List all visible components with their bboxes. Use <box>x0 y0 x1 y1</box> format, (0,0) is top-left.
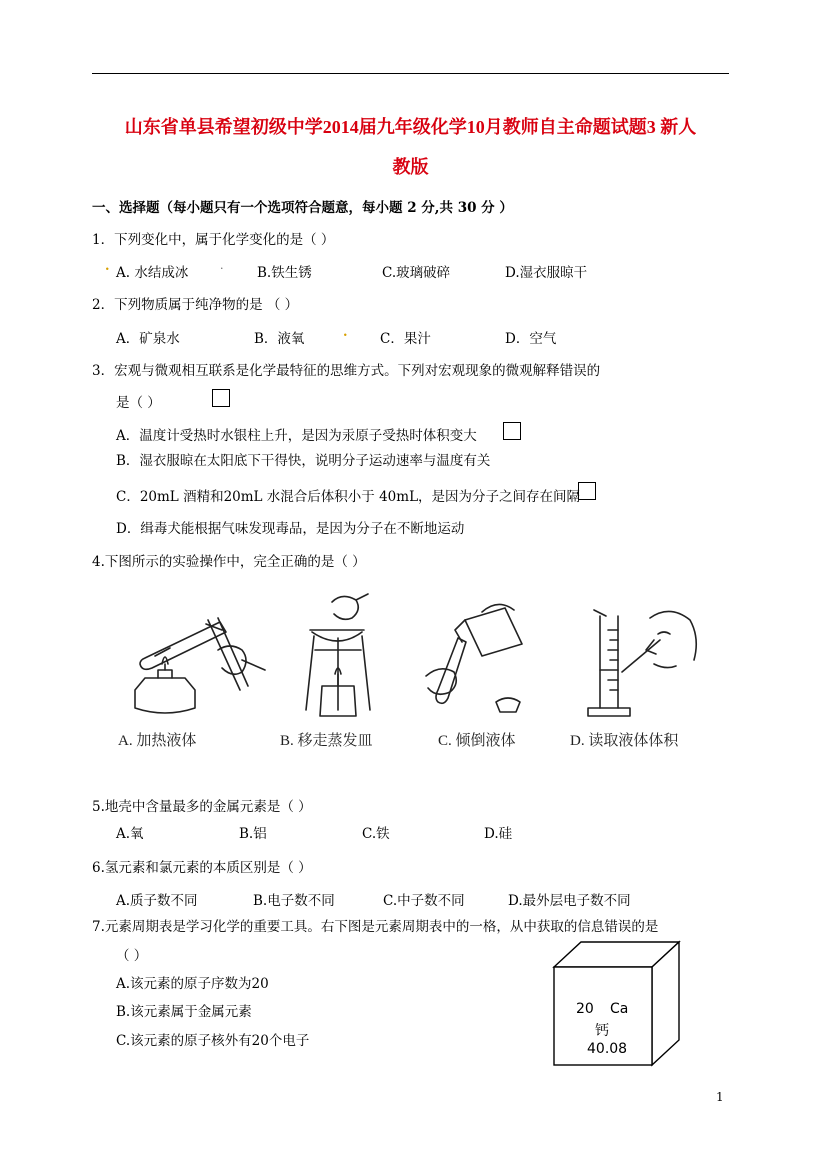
answer-box <box>212 389 230 407</box>
hand-figure-b <box>332 594 368 619</box>
q2-option-c: C．果汁 <box>380 331 431 347</box>
q1-option-c: C.玻璃破碎 <box>382 265 451 281</box>
q7-stem: 7.元素周期表是学习化学的重要工具。右下图是元素周期表中的一格，从中获取的信息错误的是 <box>92 919 659 935</box>
figure-caption-a: A. 加热液体 <box>118 733 197 749</box>
q5-stem: 5.地壳中含量最多的金属元素是（ ） <box>92 799 312 815</box>
q1-option-a: A. 水结成冰 <box>116 265 189 281</box>
q4-stem: 4.下图所示的实验操作中，完全正确的是（ ） <box>92 554 366 570</box>
q6-option-b: B.电子数不同 <box>253 893 335 909</box>
paper-title-line1: 山东省单县希望初级中学2014届九年级化学10月教师自主命题试题3 新人 <box>124 117 697 137</box>
q1-marker-dot-2: . <box>220 259 224 272</box>
q7-option-b: B.该元素属于金属元素 <box>116 1004 252 1020</box>
figure-caption-b: B. 移走蒸发皿 <box>280 733 373 749</box>
element-symbol: Ca <box>610 1001 629 1017</box>
q6-option-c: C.中子数不同 <box>383 893 465 909</box>
test-tube-holder-figure <box>206 618 248 690</box>
test-tube-figure <box>140 622 226 669</box>
answer-box <box>578 482 596 500</box>
element-atomic-mass: 40.08 <box>587 1041 628 1057</box>
q3-option-d: D．缉毒犬能根据气味发现毒品，是因为分子在不断地运动 <box>116 521 465 537</box>
paper-title-line2: 教版 <box>392 157 429 177</box>
graduated-cylinder-figure <box>588 610 630 716</box>
q5-option-d: D.硅 <box>484 826 513 842</box>
answer-box <box>503 422 521 440</box>
alcohol-lamp-figure <box>135 657 195 713</box>
q5-option-b: B.铝 <box>239 826 267 842</box>
q6-option-a: A.质子数不同 <box>116 893 198 909</box>
observer-face-figure <box>622 611 696 672</box>
q3-option-a: A．温度计受热时水银柱上升，是因为汞原子受热时体积变大 <box>116 428 477 444</box>
q1-marker-dot: . <box>105 259 110 274</box>
q7-option-c: C.该元素的原子核外有20个电子 <box>116 1033 310 1049</box>
figure-caption-c: C. 倾倒液体 <box>438 733 516 749</box>
q2-option-d: D．空气 <box>505 331 557 347</box>
q1-stem: 1．下列变化中，属于化学变化的是（ ） <box>92 232 335 248</box>
q6-stem: 6.氢元素和氯元素的本质区别是（ ） <box>92 860 312 876</box>
q3-stem: 3．宏观与微观相互联系是化学最特征的思维方式。下列对宏观现象的微观解释错误的 <box>92 363 601 379</box>
element-atomic-number: 20 <box>576 1001 594 1017</box>
element-name: 钙 <box>595 1023 609 1039</box>
q1-option-b: B.铁生锈 <box>257 265 312 281</box>
q3-option-c: C．20mL 酒精和20mL 水混合后体积小于 40mL，是因为分子之间存在间隔 <box>116 489 581 505</box>
bottle-stopper-figure <box>496 698 520 712</box>
q7-option-a: A.该元素的原子序数为20 <box>116 976 269 992</box>
q2-marker-dot: . <box>343 325 348 340</box>
evaporating-dish-figure <box>310 630 364 641</box>
page-number: 1 <box>716 1090 724 1104</box>
q1-option-d: D.湿衣服晾干 <box>505 265 588 281</box>
figure-caption-d: D. 读取液体体积 <box>570 733 679 749</box>
q6-option-d: D.最外层电子数不同 <box>508 893 631 909</box>
q5-option-c: C.铁 <box>362 826 390 842</box>
q7-stem-cont: （ ） <box>116 948 148 964</box>
q2-option-b: B．液氧 <box>254 331 305 347</box>
q2-option-a: A．矿泉水 <box>116 331 180 347</box>
section-heading: 一、选择题（每小题只有一个选项符合题意，每小题 2 分,共 30 分 ） <box>92 200 513 216</box>
tripod-stand-figure <box>306 636 370 710</box>
header-rule <box>92 73 729 74</box>
lab-operations-figure <box>110 590 730 725</box>
q2-stem: 2．下列物质属于纯净物的是 （ ） <box>92 297 299 313</box>
q3-stem-cont: 是（ ） <box>116 395 161 411</box>
q5-option-a: A.氧 <box>116 826 144 842</box>
q3-option-b: B．湿衣服晾在太阳底下干得快，说明分子运动速率与温度有关 <box>116 453 491 469</box>
reagent-bottle-figure <box>455 608 522 656</box>
